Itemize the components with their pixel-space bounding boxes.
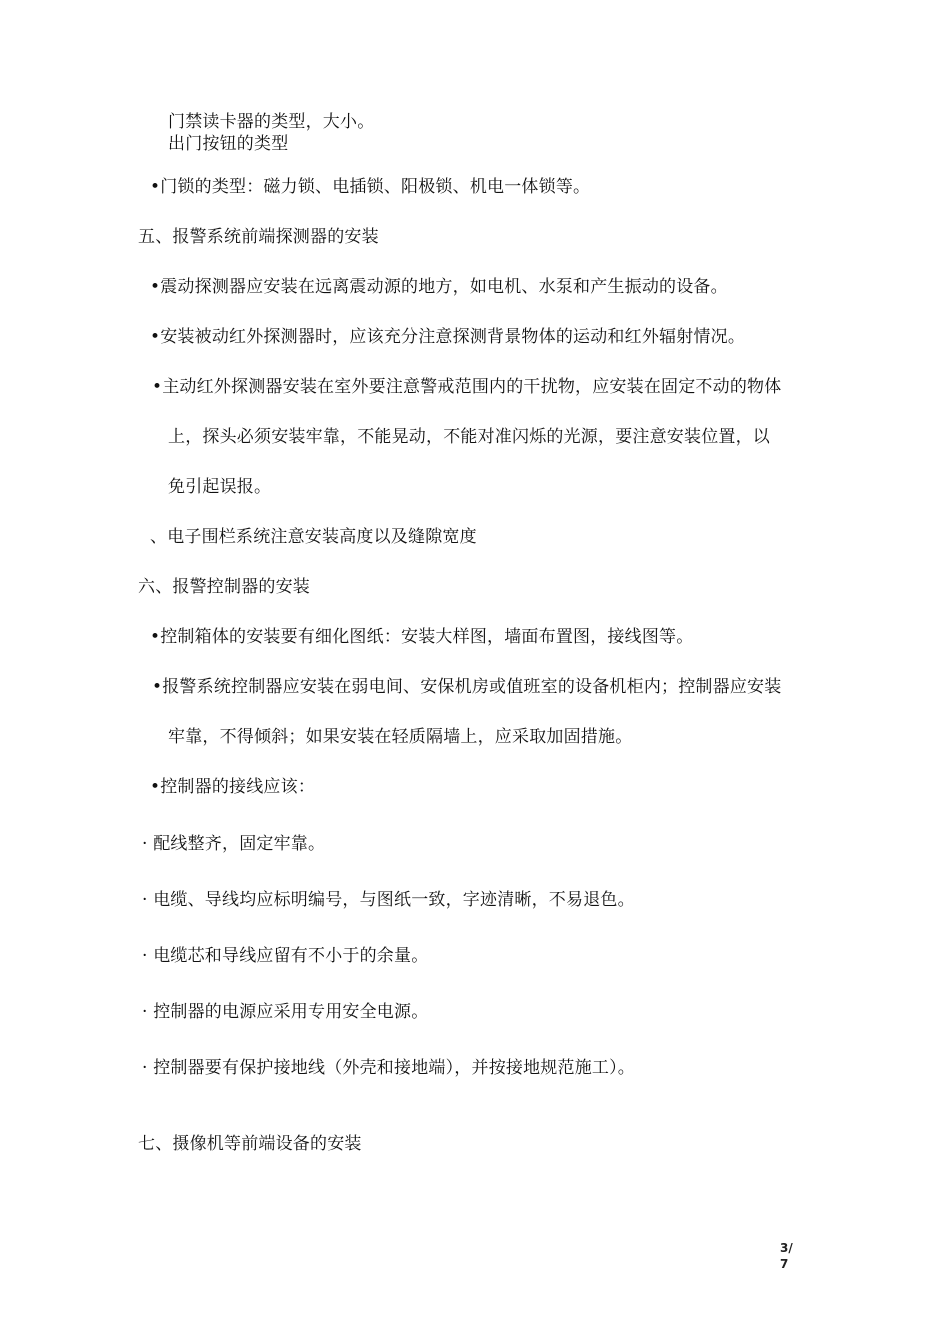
bullet-controller-wiring: •控制器的接线应该： [150,777,316,797]
sub-item-cable-margin: · 电缆芯和导线应留有不小于的余量。 [142,946,429,966]
text-line-active-infrared-cont1: 上，探头必须安装牢靠，不能晃动，不能对准闪烁的光源，要注意安装位置，以 [168,427,770,447]
bullet-active-infrared: •主动红外探测器安装在室外要注意警戒范围内的干扰物，应安装在固定不动的物体 [152,377,782,397]
section-heading-6: 六、报警控制器的安装 [138,577,310,597]
section-heading-5: 五、报警系统前端探测器的安装 [138,227,379,247]
text-line-reader-type: 门禁读卡器的类型，大小。 [168,112,375,132]
sub-item-wiring-neat: · 配线整齐，固定牢靠。 [142,834,326,854]
bullet-alarm-controller: •报警系统控制器应安装在弱电间、安保机房或值班室的设备机柜内；控制器应安装 [152,677,782,697]
page-number-total: 7 [780,1257,789,1271]
sub-item-cable-numbering: · 电缆、导线均应标明编号，与图纸一致，字迹清晰，不易退色。 [142,890,635,910]
text-line-electric-fence: 、电子围栏系统注意安装高度以及缝隙宽度 [150,527,477,547]
text-line-alarm-controller-cont: 牢靠，不得倾斜；如果安装在轻质隔墙上，应采取加固措施。 [168,727,633,747]
sub-item-grounding: · 控制器要有保护接地线（外壳和接地端），并按接地规范施工）。 [142,1058,636,1078]
page-number-current: 3/ [780,1241,793,1255]
section-heading-7: 七、摄像机等前端设备的安装 [138,1134,362,1154]
bullet-lock-types: •门锁的类型：磁力锁、电插锁、阳极锁、机电一体锁等。 [150,177,591,197]
text-line-exit-button-type: 出门按钮的类型 [168,134,289,154]
page-number [780,1240,793,1272]
bullet-vibration-detector: •震动探测器应安装在远离震动源的地方，如电机、水泵和产生振动的设备。 [150,277,728,297]
sub-item-power-supply: · 控制器的电源应采用专用安全电源。 [142,1002,429,1022]
bullet-passive-infrared: •安装被动红外探测器时，应该充分注意探测背景物体的运动和红外辐射情况。 [150,327,746,347]
text-line-active-infrared-cont2: 免引起误报。 [168,477,272,497]
bullet-control-box: •控制箱体的安装要有细化图纸：安装大样图，墙面布置图，接线图等。 [150,627,694,647]
